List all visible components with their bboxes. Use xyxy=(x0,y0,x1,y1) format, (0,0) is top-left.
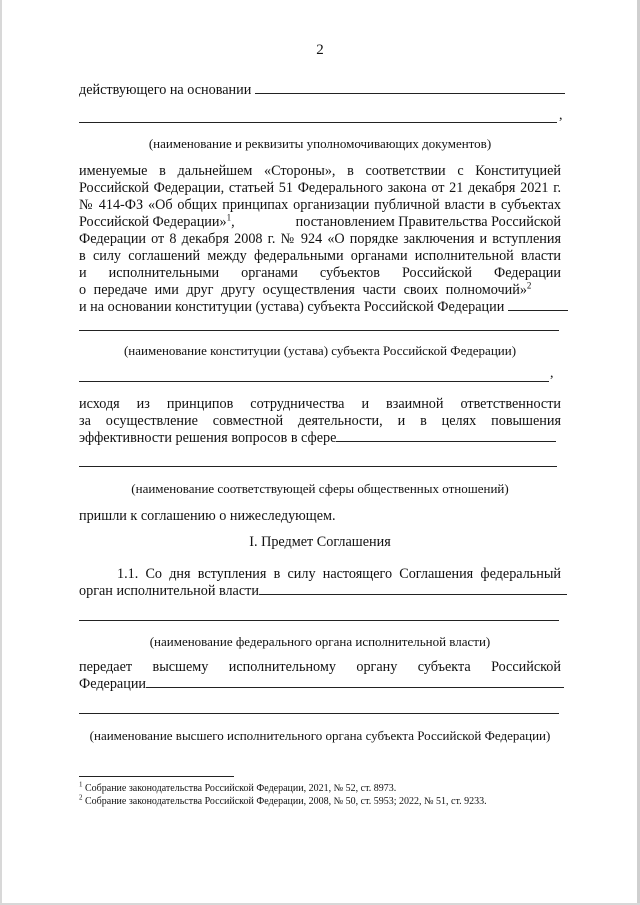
para1-line-4: Российской Федерации»$^1$, постановлением Правительства Российской xyxy=(79,212,561,230)
footnote-2-num: 2 xyxy=(79,793,83,802)
para1-line-9 xyxy=(79,299,561,316)
supreme-blank xyxy=(146,676,564,688)
acting-basis-line xyxy=(79,82,561,99)
footnote-2-text: Собрание законодательства Российской Федерации, 2008, № 50, ст. 5953; 2022, № 51, ст. 9233. xyxy=(85,796,487,807)
para1-line-6: в силу соглашений между федеральными органами исполнительной власти xyxy=(79,248,561,264)
page-edge-left xyxy=(0,0,2,905)
para1-line-9-text: и на основании конституции (устава) субъекта Российской Федерации xyxy=(79,299,505,315)
federal-blank-line xyxy=(79,620,559,621)
docs-comma: , xyxy=(559,108,563,123)
page-number: 2 xyxy=(316,42,324,58)
caption-constitution: (наименование конституции (устава) субъекта Российской Федерации) xyxy=(123,343,517,358)
footnote-1 xyxy=(79,780,397,795)
footnote-separator xyxy=(79,776,234,777)
federal-blank xyxy=(259,583,567,595)
para2-line-1: исходя из принципов сотрудничества и взаимной ответственности xyxy=(79,396,561,412)
agreement-line: пришли к соглашению о нижеследующем. xyxy=(79,508,336,524)
para2-line-3-text: эффективности решения вопросов в сфере xyxy=(79,430,337,446)
caption-sphere: (наименование соответствующей сферы общественных отношений) xyxy=(131,481,509,496)
constitution-blank-line xyxy=(79,330,559,331)
para1-line-3: № 414-ФЗ «Об общих принципах организации публичной власти в субъектах xyxy=(79,197,561,213)
footnote-1-text: Собрание законодательства Российской Федерации, 2021, № 52, ст. 8973. xyxy=(85,783,397,794)
footnote-1-num: 1 xyxy=(79,780,83,789)
para1-line-2: Российской Федерации, статьей 51 Федерального закона от 21 декабря 2021 г. xyxy=(79,180,561,196)
sphere-blank-line xyxy=(79,466,557,467)
para1-line-8 xyxy=(79,282,561,299)
constitution-blank xyxy=(508,299,568,311)
para2-line-2: за осуществление совместной деятельности, и в целях повышения xyxy=(79,413,561,429)
caption-federal: (наименование федерального органа исполнительной власти) xyxy=(149,634,491,649)
para1-line-4-text: Российской Федерации» xyxy=(79,214,227,230)
constitution-comma: , xyxy=(550,366,554,381)
para1-line-7: и исполнительными органами субъектов Российской Федерации xyxy=(79,265,561,281)
caption-supreme: (наименование высшего исполнительного органа субъекта Российской Федерации) xyxy=(89,728,551,743)
para1-line-4b: постановлением Правительства Российской xyxy=(295,214,561,230)
constitution-blank-line-2 xyxy=(79,381,549,382)
acting-basis-blank xyxy=(255,82,565,94)
sphere-blank xyxy=(336,430,556,442)
para2-line-3 xyxy=(79,430,561,447)
transfers-line-1: передает высшему исполнительному органу субъекта Российской xyxy=(79,659,561,675)
footnote-ref-2: 2 xyxy=(526,280,532,291)
para1-line-5: Федерации от 8 декабря 2008 г. № 924 «О порядке заключения и вступления xyxy=(79,231,561,247)
section-title: I. Предмет Соглашения xyxy=(249,534,391,550)
para1-line-1: именуемые в дальнейшем «Стороны», в соответствии с Конституцией xyxy=(79,163,561,179)
para1-line-8-text: о передаче ими друг другу осуществления части своих полномочий» xyxy=(79,282,527,298)
docs-blank-line xyxy=(79,122,557,123)
clause-1-1-line-1: 1.1. Со дня вступления в силу настоящего Соглашения федеральный xyxy=(117,566,561,582)
transfers-line-2-text: Федерации xyxy=(79,676,147,692)
transfers-line-2 xyxy=(79,676,561,693)
clause-1-1-line-2 xyxy=(79,583,561,600)
acting-basis-text: действующего на основании xyxy=(79,82,252,98)
footnote-ref-1: 1 xyxy=(226,212,232,223)
footnote-2 xyxy=(79,793,487,808)
supreme-blank-line xyxy=(79,713,559,714)
clause-1-1-line-2-text: орган исполнительной власти xyxy=(79,583,259,599)
caption-documents: (наименование и реквизиты уполномочивающих документов) xyxy=(148,136,492,151)
